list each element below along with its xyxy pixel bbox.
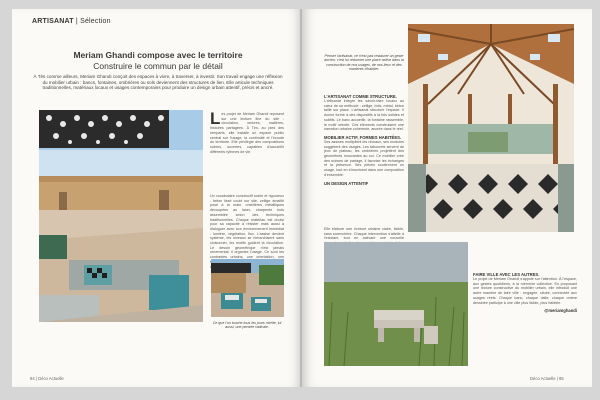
body-paragraph-2: Un vocabulaire constructif sobre et rigoureux : béton lissé coulé sur site, zellige émaillé posé à la main, ombrières métalliques découpées au laser, charpente bois assemblée selon des techniques traditionnelles. Chaque matériau est choisi pour sa capacité à résister mais aussi à dialoguer avec son environnement immédiat : lumière, végétation, flux. L'assise devient système, les niveaux se hiérarchisent sans cloisonner, les motifs guident la circulation. Le dessin géométrique n'est jamais ornemental, il organise l'usage. Ce sont les contrastes urbains, une orientation, une: [210, 194, 284, 260]
heading-structure: L'ARTISANAT COMME STRUCTURE.: [324, 94, 397, 99]
photo-bench-grass: [324, 242, 468, 366]
article-subtitle: Construire le commun par le détail: [93, 61, 223, 71]
drop-cap: L: [210, 109, 221, 128]
photo-courtyard-benches: [39, 110, 203, 322]
footer-separator-right: |: [556, 376, 558, 381]
heading-mobilier: MOBILIER ACTIF, FORMES HABITÉES.: [324, 134, 402, 140]
paragraph-mobilier: Ses assises multiplient les niveaux, ses modules suggèrent des usages. Les tabourets servent de jeux de plateau, les ombrières projettent des géométries mouvantes au sol. Ce mobilier crée des scènes de partage, il favorise les échanges et la présence. Ses pièces soutiennent un usage, tout en s'inscrivant dans une composition d'ensemble.: [324, 139, 404, 177]
page-number-left: 94: [30, 376, 35, 381]
article-intro: À Tès comme ailleurs, Meriam Ghandi conçoit des espaces à vivre, à traverser, à investir. Son travail engage une réflexion du mobilier urbain : bancs, fontaines, ombrières ou sols deviennent des structures de lien. Elle articule techniques traditionnelles, matériaux locaux et usages contemporains pour produire un design urbain attentif, précis et ancré.: [33, 74, 283, 91]
magazine-name-right: Déco Actuelle: [530, 376, 556, 381]
footer-separator-left: |: [35, 376, 37, 381]
left-page: [12, 9, 302, 387]
body-paragraph-2-wrap: [210, 194, 284, 269]
body-paragraph-1: es projet de Meriam Ghandi reposent sur une lecture fine du site : circulation, ombres, matières, histoires partagées. À Tès, au pied des remparts, elle installe un espace public central sur l'usage, la continuité et l'écoute du territoire. Elle privilégie des compositions sobres, ouvertes, capables d'accueillir différents rythmes de vie.: [210, 112, 284, 154]
paragraph-design: Elle élabore une écriture urbaine claire, lisible, sans surenchère. Chaque intervention s'attelle à l'existant, tout en activant une nouvelle: [324, 227, 404, 241]
photo-caption: Ce que l'on touche tous les jours mérite, lui aussi, une pensée radicale.: [212, 321, 282, 330]
heading-faire-ville: FAIRE VILLE AVEC LES AUTRES.: [473, 272, 540, 277]
subsection-label: Sélection: [80, 18, 111, 25]
right-footer: [530, 376, 564, 381]
page-number-right: 95: [559, 376, 564, 381]
section-header: [32, 18, 111, 25]
instagram-handle: @meriamghandi: [544, 308, 577, 314]
paragraph-faire-ville: Le projet de Meriam Ghandi s'appuie sur l'attention. À l'espace, aux gestes quotidiens, à la mémoire collective. En proposant une lecture constructive du mobilier urbain, elle introduit une autre manière de faire ville : engagée, située, connectée aux usages réels. Chaque banc, chaque dalle, chaque ombre dessinée participe à une ville plus lisible, plus habitée.: [473, 277, 577, 305]
photo-mosaic-stools: [211, 259, 284, 317]
header-separator: |: [75, 18, 78, 25]
heading-design: UN DESIGN ATTENTIF: [324, 180, 369, 186]
left-footer: [30, 376, 64, 381]
right-page: [302, 9, 592, 387]
section-label: ARTISANAT: [32, 18, 74, 25]
article-title: Meriam Ghandi compose avec le territoire: [73, 50, 243, 60]
photo-wooden-pavilion: [408, 24, 574, 232]
paragraph-structure: L'artisanat intègre les savoir-faire locaux au cœur de sa méthode : zellige, bois, métal, béton taillé sur place. L'artisanat structure l'espace. Il donne forme à des dispositifs à la fois solides et subtils. Le banc accueille, la fontaine rassemble, le motif oriente. Ces éléments construisent une narration urbaine cohérente, ancrée dans le réel.: [324, 99, 404, 132]
body-column-right: [324, 91, 404, 186]
magazine-name-left: Déco Actuelle: [38, 376, 64, 381]
closing-column: [473, 269, 577, 313]
pull-quote: Penser l'artisanat, ce n'est pas restaurer un geste ancien, c'est lui redonner une place active dans la construction de nos usages, de nos lieux et des manières d'habiter.: [324, 54, 404, 72]
body-column-left: [210, 109, 284, 154]
